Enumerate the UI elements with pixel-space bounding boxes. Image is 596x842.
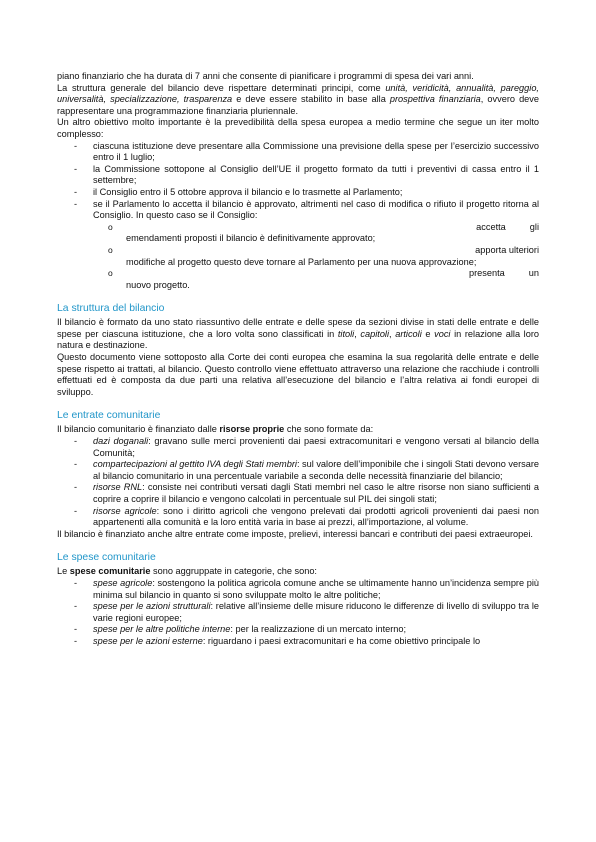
- list-item: [57, 578, 539, 601]
- emphasis: dazi doganali: [93, 436, 149, 447]
- list-item: [57, 506, 539, 529]
- paragraph: [57, 566, 539, 578]
- list-item: [57, 459, 539, 482]
- text-span: : sostengono la politica agricola comune anche se ultimamente hanno un’incidenza sempre più minima sul bilancio in quanto si sono sviluppate molto le altre politiche;: [93, 577, 539, 600]
- emphasis: risorse RNL: [93, 482, 143, 493]
- text-span: : sul valore dell’imponibile che i singoli Stati devono versare al bilancio comunitario in una percentuale variabile a seconda delle necessità finanziarie del bilancio;: [93, 459, 540, 481]
- text-span: emendamenti proposti il bilancio è definitivamente approvato;: [126, 233, 376, 244]
- text-span: sono aggruppate in categorie, che sono:: [150, 566, 317, 577]
- text-span: Le: [57, 566, 70, 577]
- procedure-list: [57, 141, 539, 222]
- leading-words: [126, 222, 539, 234]
- text-span: : consiste nei contributi versati dagli Stati membri nel caso le altre risorse non siano sufficienti a coprire a coprire il bilancio e vengono calcolati in percentuale sul PIL dei singoli stati;: [93, 482, 539, 504]
- emphasis: spese per le azioni esterne: [93, 635, 203, 646]
- text-span: gli: [529, 221, 539, 232]
- paragraph: Un altro obiettivo molto importante è la prevedibilità della spesa europea a medio termine che segue un iter molto complesso:: [57, 117, 539, 139]
- emphasis: spese per le azioni strutturali: [93, 601, 211, 612]
- text-span: e: [421, 328, 435, 339]
- revenue-list: [57, 436, 539, 529]
- paragraph: [57, 424, 539, 436]
- emphasis: compartecipazioni al gettito IVA degli Stati membri: [93, 459, 297, 470]
- paragraph: [57, 317, 539, 352]
- leading-words: [126, 245, 539, 257]
- text-span: : gravano sulle merci provenienti dai paesi extracomunitari e vengono versati al bilancio della Comunità;: [93, 436, 539, 458]
- text-span: modifiche al progetto questo deve tornare al Parlamento per una nuova approvazione;: [126, 256, 477, 267]
- text-span: : sono i diritto agricoli che vengono prelevati dai prodotti agricoli provenienti dai paesi non appartenenti alla comunità e la loro entità varia in base ai prezzi, all’importazione, al volume.: [93, 505, 539, 528]
- section-heading: La struttura del bilancio: [57, 303, 165, 315]
- text-span: o accetta: [476, 221, 506, 232]
- text-span: : riguardano i paesi extracomunitari e ha come obiettivo principale lo: [202, 635, 481, 646]
- paragraph: [57, 83, 539, 118]
- text-span: nuovo progetto.: [126, 279, 190, 290]
- list-item: [57, 636, 539, 648]
- text-span: e deve essere stabilito in base alla: [232, 94, 390, 105]
- text-span: Il bilancio comunitario è finanziato dalle: [57, 424, 220, 435]
- list-item: - se il Parlamento lo accetta il bilancio è approvato, altrimenti nel caso di modifica o rifiuto il progetto ritorna al Consiglio. In questo caso se il Consiglio:: [57, 199, 539, 222]
- text-span: Il bilancio è formato da uno stato riassuntivo delle entrate e delle spese da sezioni divise in stati delle entrate e delle spese per ciascuna istituzione, che a loro volta sono classificati in: [57, 317, 539, 339]
- bold-term: risorse proprie: [219, 424, 285, 435]
- list-item: [57, 436, 539, 459]
- text-span: ,: [354, 328, 361, 339]
- sub-procedure-list: [57, 222, 539, 292]
- emphasis: articoli: [395, 328, 422, 339]
- list-item: [57, 222, 539, 245]
- emphasis: prospettiva finanziaria: [389, 94, 481, 105]
- list-item: [57, 482, 539, 505]
- section-heading: Le spese comunitarie: [57, 552, 156, 564]
- expense-list: [57, 578, 539, 648]
- emphasis: unità, veridicità, annualità, pareggio, universalità, specializzazione, trasparenza: [57, 82, 539, 105]
- text-span: un: [528, 268, 539, 279]
- list-item: [57, 624, 539, 636]
- paragraph: piano finanziario che ha durata di 7 anni che consente di pianificare i programmi di spesa dei vari anni.: [57, 71, 474, 81]
- emphasis: spese per le altre politiche interne: [93, 624, 231, 635]
- text-span: La struttura generale del bilancio deve rispettare determinati principi, come: [57, 82, 386, 93]
- emphasis: voci: [434, 328, 451, 339]
- text-span: : per la realizzazione di un mercato interno;: [230, 624, 407, 635]
- leading-words: [126, 268, 539, 280]
- list-item: [57, 245, 539, 268]
- emphasis: capitoli: [360, 328, 390, 339]
- list-item: - il Consiglio entro il 5 ottobre approva il bilancio e lo trasmette al Parlamento;: [57, 187, 539, 199]
- text-span: : relative all’insieme delle misure riducono le differenze di livello di sviluppo tra le varie regioni europee;: [93, 601, 539, 623]
- text-span: ,: [389, 328, 396, 339]
- document-page: [57, 71, 539, 648]
- emphasis: spese agricole: [93, 577, 153, 588]
- list-item: [57, 268, 539, 291]
- list-item: [57, 601, 539, 624]
- text-span: o presenta: [469, 268, 505, 279]
- list-item: - ciascuna istituzione deve presentare alla Commissione una previsione della spese per l’esercizio successivo entro il 1 luglio;: [57, 141, 539, 164]
- paragraph: Questo documento viene sottoposto alla Corte dei conti europea che esamina la sua regolarità delle entrate e delle spese rispetto ai trattati, al bilancio. Questo controllo viene effettuato attraverso una relazione che racchiude i controlli effettuati ed è composta da due parti una relativa all’esecuzione del bilancio e l’altra relativa ai fondi europei di sviluppo.: [57, 352, 539, 397]
- emphasis: risorse agricole: [93, 505, 157, 516]
- emphasis: titoli: [337, 328, 355, 339]
- list-item: - la Commissione sottopone al Consiglio dell’UE il progetto formato da tutti i preventivi di cassa entro il 1 settembre;: [57, 164, 539, 187]
- paragraph: Il bilancio è finanziato anche altre entrate come imposte, prelievi, interessi bancari e contributi dei paesi extraeuropei.: [57, 528, 533, 539]
- section-heading: Le entrate comunitarie: [57, 410, 161, 422]
- text-span: che sono formate da:: [284, 424, 374, 435]
- text-span: in relazione alla loro natura e destinazione.: [57, 328, 540, 351]
- bold-term: spese comunitarie: [69, 566, 151, 577]
- text-span: o apporta ulteriori: [475, 244, 539, 255]
- text-span: , ovvero deve rappresentare una programmazione finanziaria pluriennale.: [57, 94, 539, 116]
